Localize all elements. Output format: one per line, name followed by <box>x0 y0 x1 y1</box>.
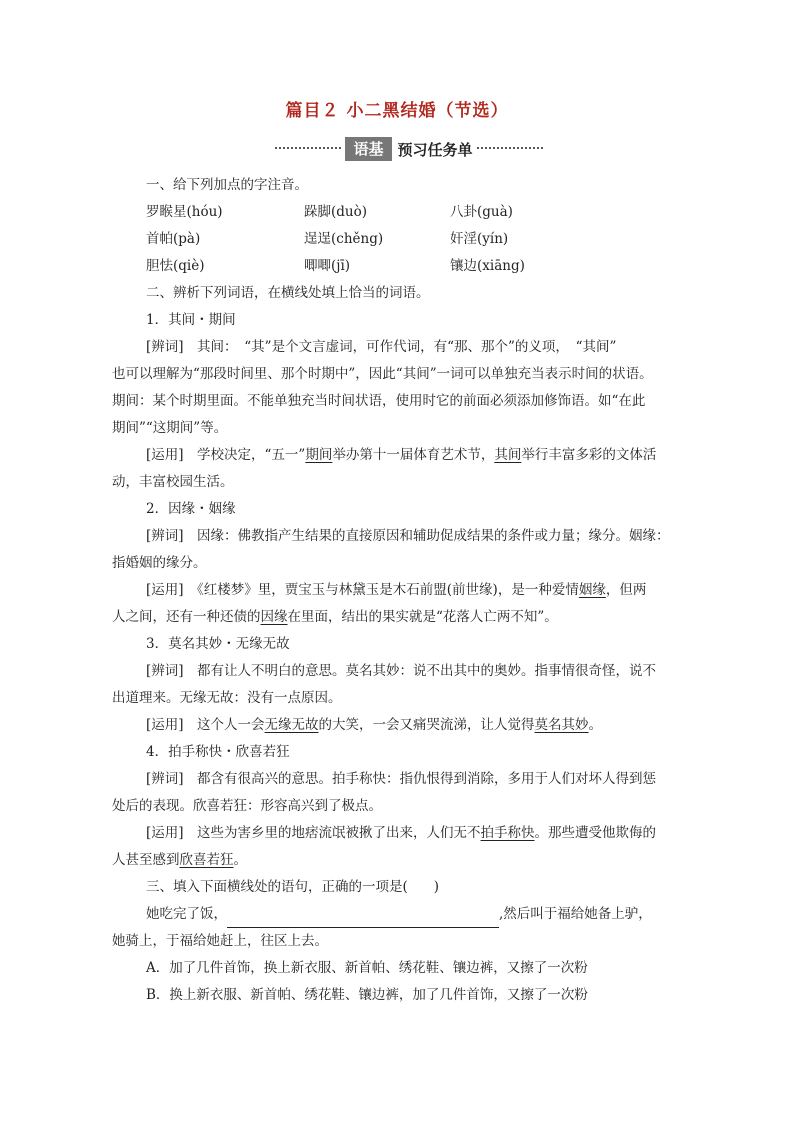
g1-bian-2: 也可以理解为“那段时间里、那个时期中”，因此“其间”一词可以单独充当表示时间的状语。 <box>112 366 653 382</box>
pinyin-item: 奸淫(yín) <box>450 231 509 247</box>
pinyin-item: 八卦(guà) <box>450 204 513 220</box>
answer-blank: 因缘 <box>260 609 288 625</box>
pinyin-item: 跺脚(duò) <box>304 204 367 220</box>
g2-bian-2: 指婚姻的缘分。 <box>112 555 207 571</box>
answer-blank: 姻缘 <box>578 582 606 598</box>
pinyin-item: 镶边(xiāng) <box>450 258 525 274</box>
right-dots <box>477 147 543 151</box>
fill-blank-line[interactable] <box>227 911 499 928</box>
g3-bian-1: [辨词] 都有让人不明白的意思。莫名其妙：说不出其中的奥妙。指事情很奇怪，说不 <box>146 663 657 679</box>
q3-option-a[interactable]: A．加了几件首饰，换上新衣服、新首帕、绣花鞋、镶边裤，又擦了一次粉 <box>146 960 588 976</box>
section-label: 预习任务单 <box>397 140 473 159</box>
g1-bian-4: 期间”“这期间”等。 <box>112 420 228 436</box>
g2-bian-1: [辨词] 因缘：佛教指产生结果的直接原因和辅助促成结果的条件或力量；缘分。姻缘： <box>146 528 670 544</box>
q3-heading: 三、填入下面横线处的语句，正确的一项是( ) <box>146 879 440 895</box>
q2-heading: 二、辨析下列词语，在横线处填上恰当的词语。 <box>146 285 430 301</box>
g2-yun-line1: [运用] 《红楼梦》里，贾宝玉与林黛玉是木石前盟(前世缘)，是一种爱情姻缘，但两 <box>146 582 647 598</box>
g2-title: 2．因缘・姻缘 <box>146 501 236 517</box>
answer-blank: 期间 <box>305 447 333 463</box>
answer-blank: 其间 <box>494 447 522 463</box>
g4-yun-line2: 人甚至感到欣喜若狂。 <box>112 852 247 868</box>
q3-option-b[interactable]: B．换上新衣服、新首帕、绣花鞋、镶边裤，加了几件首饰，又擦了一次粉 <box>146 987 588 1003</box>
g4-yun-line1: [运用] 这些为害乡里的地痞流氓被揪了出来，人们无不拍手称快。那些遭受他欺侮的 <box>146 825 657 841</box>
answer-blank: 无缘无故 <box>264 717 319 733</box>
answer-blank: 拍手称快 <box>480 825 535 841</box>
answer-blank: 莫名其妙 <box>534 717 589 733</box>
g3-bian-2: 出道理来。无缘无故：没有一点原因。 <box>112 690 342 706</box>
pinyin-item: 罗睺星(hóu) <box>146 204 223 220</box>
g3-title: 3．莫名其妙・无缘无故 <box>146 636 290 652</box>
g1-bian-3: 期间：某个时期里面。不能单独充当时间状语，使用时它的前面必须添加修饰语。如“在此 <box>112 393 646 409</box>
g1-yun-line1: [运用] 学校决定，“五一”期间举办第十一届体育艺术节，其间举行丰富多彩的文体活 <box>146 447 657 463</box>
g4-bian-1: [辨词] 都含有很高兴的意思。拍手称快：指仇恨得到消除，多用于人们对坏人得到惩 <box>146 771 657 787</box>
section-tag: 语基 <box>345 137 391 161</box>
pinyin-item: 唧唧(jī) <box>304 258 351 274</box>
g1-title: 1．其间・期间 <box>146 312 236 328</box>
q3-stem-line2: 她骑上，于福给她赶上，往区上去。 <box>112 933 328 949</box>
g4-title: 4．拍手称快・欣喜若狂 <box>146 744 290 760</box>
pinyin-item: 胆怯(qiè) <box>146 258 205 274</box>
g1-yun-line2: 动，丰富校园生活。 <box>112 474 234 490</box>
page-title: 篇目２ 小二黑结婚（节选） <box>285 101 509 121</box>
q1-heading: 一、给下列加点的字注音。 <box>146 177 308 193</box>
pinyin-item: 逞逞(chěng) <box>304 231 384 247</box>
g1-bian-1: [辨词] 其间： “其”是个文言虚词，可作代词，有“那、那个”的义项， “其间” <box>146 339 617 355</box>
g4-bian-2: 处后的表现。欣喜若狂：形容高兴到了极点。 <box>112 798 382 814</box>
answer-blank: 欣喜若狂 <box>179 852 234 868</box>
pinyin-item: 首帕(pà) <box>146 231 201 247</box>
section-header <box>271 136 547 162</box>
g3-yun-line1: [运用] 这个人一会无缘无故的大笑，一会又痛哭流涕，让人觉得莫名其妙。 <box>146 717 603 733</box>
left-dots <box>275 147 341 151</box>
q3-stem-line1: 她吃完了饭， ,然后叫于福给她备上驴， <box>146 901 652 928</box>
g2-yun-line2: 人之间，还有一种还债的因缘在里面，结出的果实就是“花落人亡两不知”。 <box>112 609 558 625</box>
